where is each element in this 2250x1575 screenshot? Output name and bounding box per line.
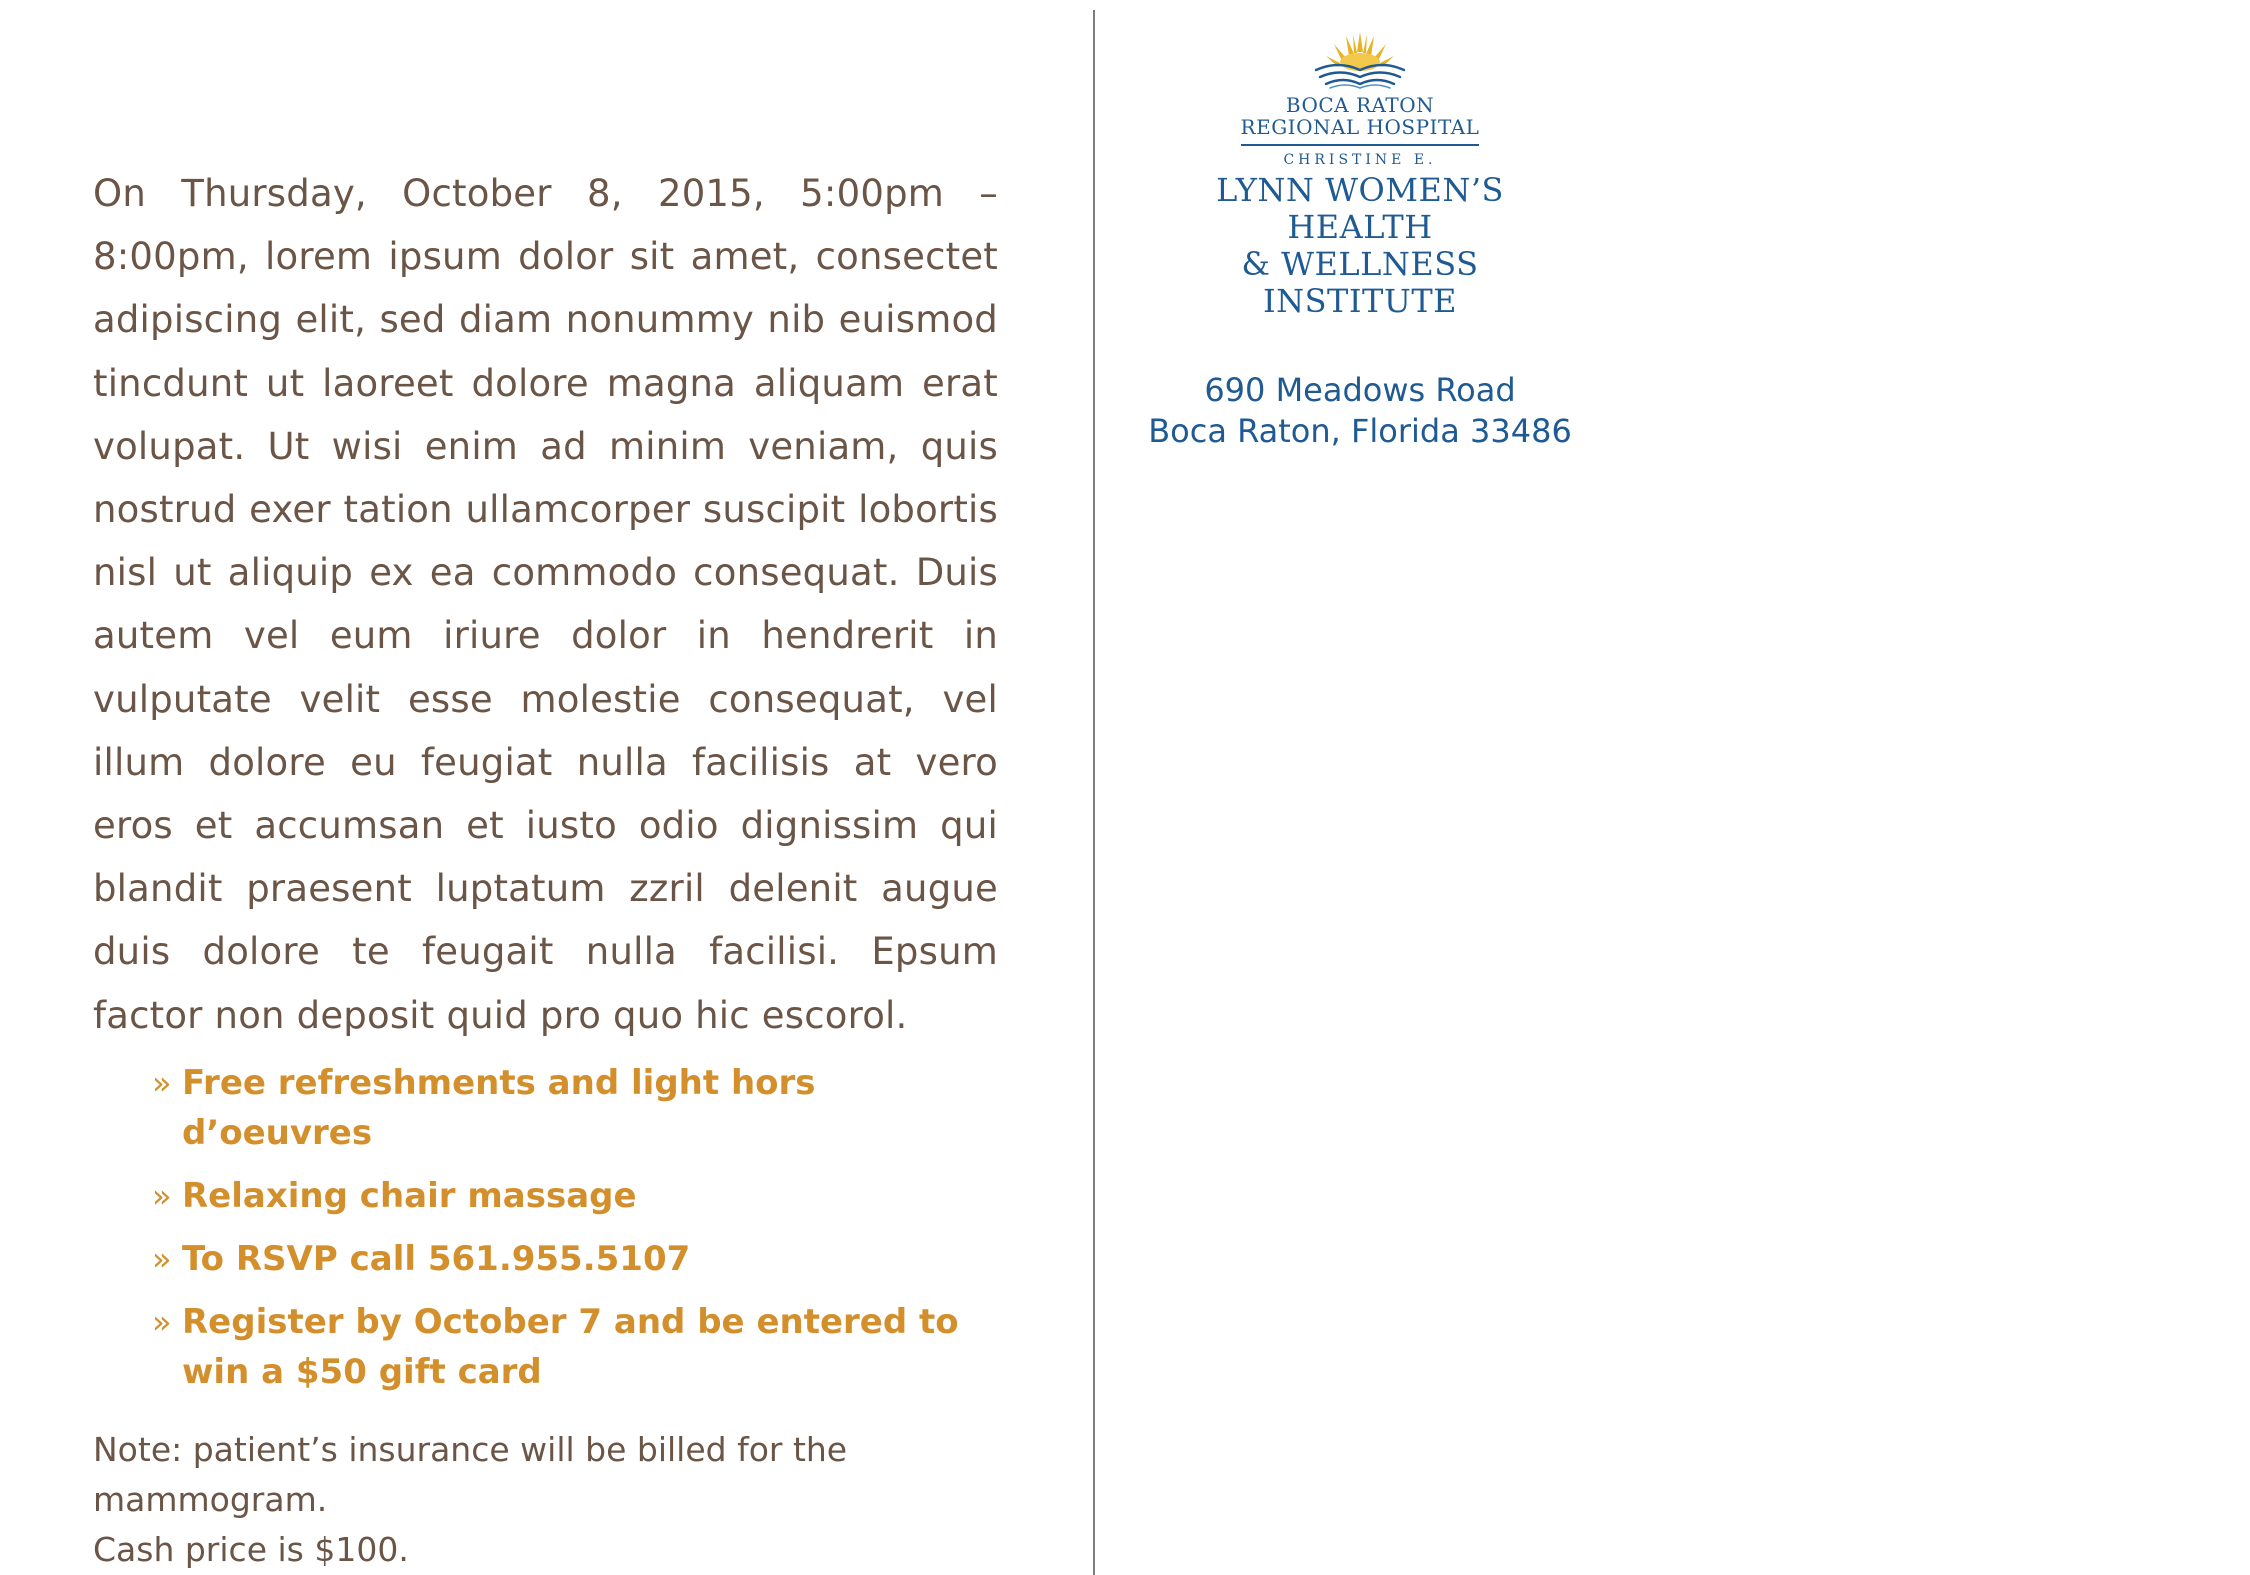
bullet-marker: »	[152, 1240, 172, 1278]
bullet-marker: »	[152, 1177, 172, 1215]
institute-name	[1140, 172, 1580, 320]
hospital-name-line: REGIONAL HOSPITAL	[1240, 115, 1480, 139]
institute-name-line: LYNN WOMEN’S HEALTH	[1216, 171, 1504, 246]
highlight-text: Relaxing chair massage	[182, 1176, 637, 1216]
insurance-note	[93, 1425, 1013, 1575]
note-line: Cash price is $100.	[93, 1530, 409, 1569]
highlight-item	[152, 1234, 992, 1284]
event-highlights-list	[152, 1058, 992, 1410]
highlight-text: To RSVP call 561.955.5107	[182, 1239, 691, 1279]
christine-label: CHRISTINE E.	[1283, 152, 1437, 168]
address-line: 690 Meadows Road	[1204, 371, 1516, 409]
highlight-item	[152, 1297, 992, 1397]
vertical-divider	[1093, 10, 1095, 1575]
sun-wave-logo-icon	[1310, 30, 1410, 92]
hospital-name	[1140, 94, 1580, 138]
highlight-item	[152, 1171, 992, 1221]
event-description: On Thursday, October 8, 2015, 5:00pm – 8:00pm, lorem ipsum dolor sit amet, consectet adipiscing elit, sed diam nonummy nib euismod tincdunt ut laoreet dolore magna aliquam erat volupat. Ut wisi enim ad minim veniam, quis nostrud exer tation ullamcorper suscipit lobortis nisl ut aliquip ex ea commodo consequat. Duis autem vel eum iriure dolor in hendrerit in vulputate velit esse molestie consequat, vel illum dolore eu feugiat nulla facilisis at vero eros et accumsan et iusto odio dignissim qui blandit praesent luptatum zzril delenit augue duis dolore te feugait nulla facilisi. Epsum factor non deposit quid pro quo hic escorol.	[93, 172, 998, 1037]
address-line: Boca Raton, Florida 33486	[1148, 412, 1572, 450]
institute-logo	[1140, 30, 1580, 452]
mailing-address	[1140, 370, 1580, 452]
highlight-text: Free refreshments and light hors d’oeuvres	[182, 1063, 816, 1153]
institute-name-line: & WELLNESS INSTITUTE	[1241, 245, 1479, 320]
highlight-text: Register by October 7 and be entered to win a $50 gift card	[182, 1302, 959, 1392]
hospital-name-line: BOCA RATON	[1285, 93, 1435, 117]
bullet-marker: »	[152, 1064, 172, 1102]
highlight-item	[152, 1058, 992, 1158]
bullet-marker: »	[152, 1303, 172, 1341]
note-line: Note: patient’s insurance will be billed for the mammogram.	[93, 1430, 848, 1519]
logo-rule	[1241, 144, 1479, 146]
